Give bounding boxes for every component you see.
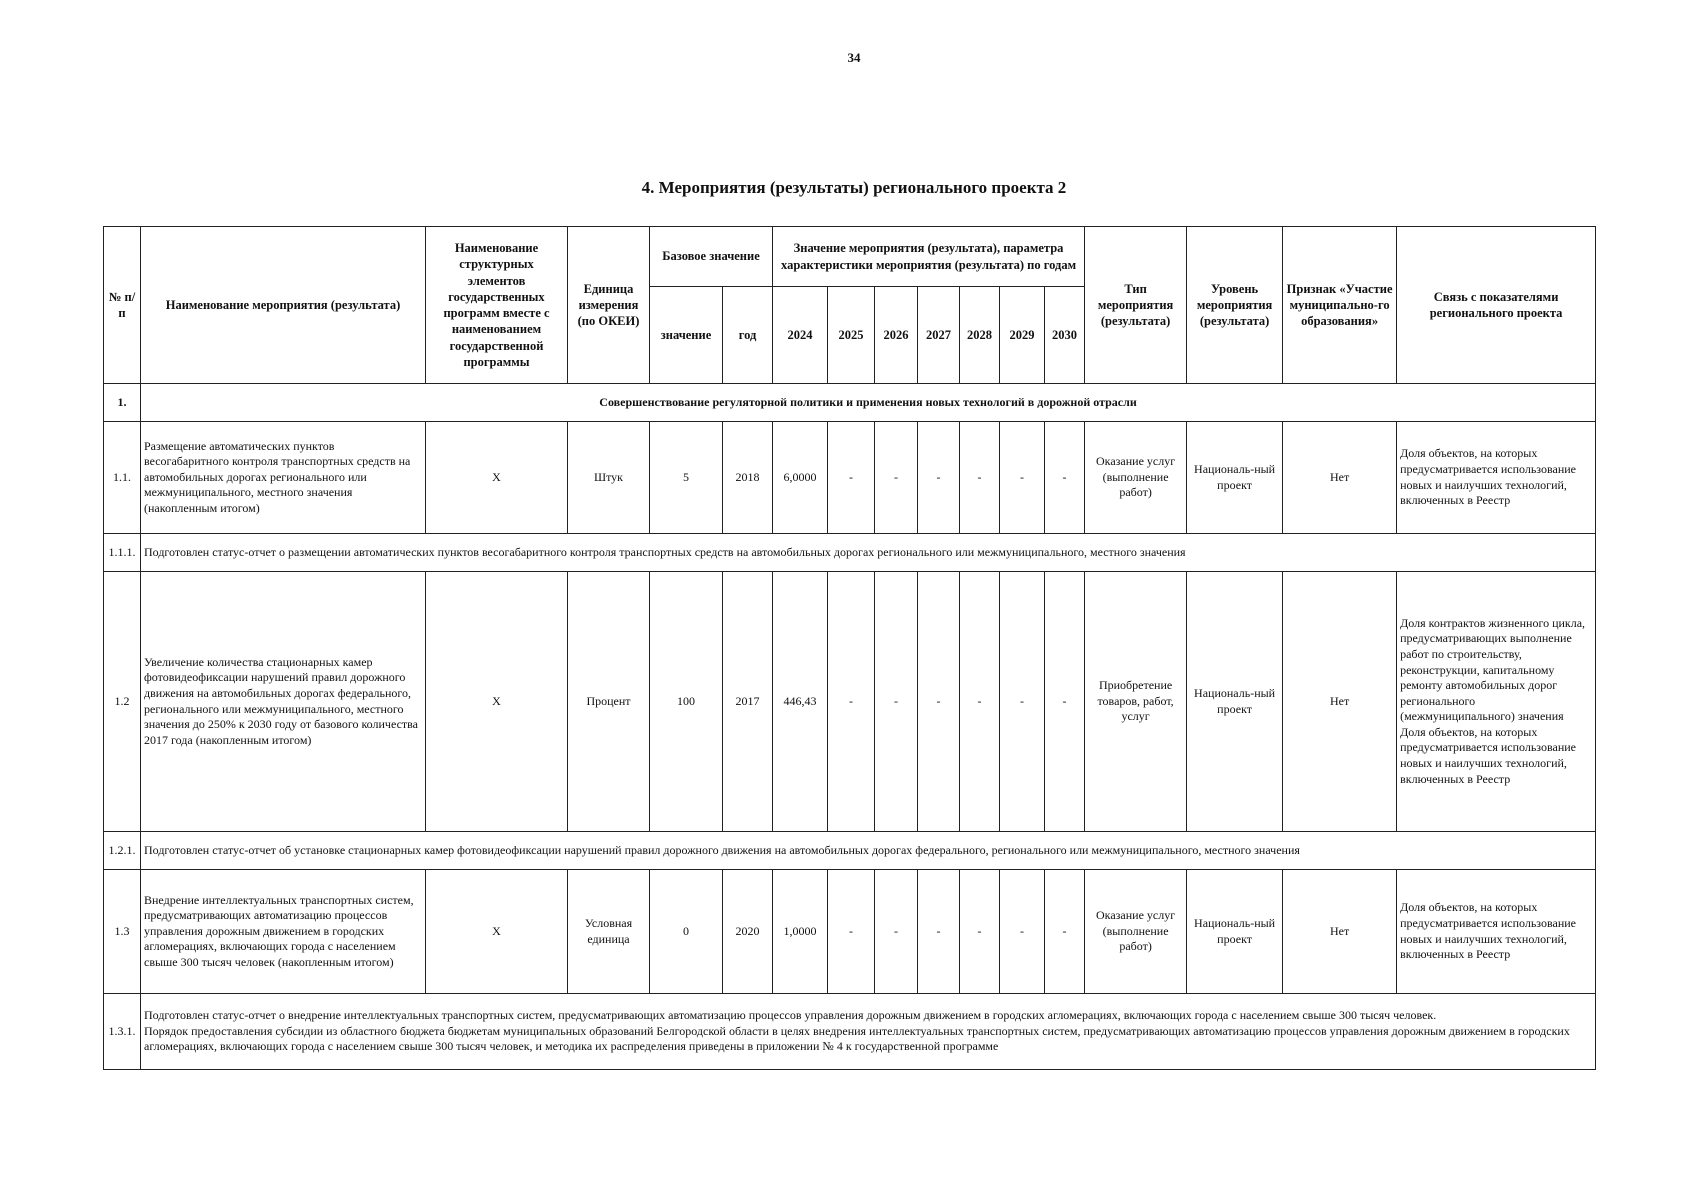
table-row xyxy=(104,422,1596,534)
row-base-year: 2017 xyxy=(723,572,773,832)
row-value: - xyxy=(1000,870,1045,994)
row-value: - xyxy=(875,572,918,832)
header-year: 2030 xyxy=(1045,287,1085,384)
row-name: Внедрение интеллектуальных транспортных систем, предусматривающих автоматизацию процессов управления дорожным движением в городских агломерациях, включающих города с населением свыше 300 тысяч человек (накопленным итогом) xyxy=(141,870,426,994)
row-level: Националь-ный проект xyxy=(1187,572,1283,832)
row-base-value: 100 xyxy=(650,572,723,832)
header-type: Тип мероприятия (результата) xyxy=(1085,227,1187,384)
row-structural: X xyxy=(426,572,568,832)
row-sign: Нет xyxy=(1283,870,1397,994)
row-base-year: 2020 xyxy=(723,870,773,994)
section-num: 1. xyxy=(104,384,141,422)
row-value: - xyxy=(1000,572,1045,832)
sub-text: Подготовлен статус-отчет о размещении автоматических пунктов весогабаритного контроля транспортных средств на автомобильных дорогах регионального или межмуниципального, местного значения xyxy=(141,534,1596,572)
header-num: № п/п xyxy=(104,227,141,384)
row-value: - xyxy=(1045,422,1085,534)
header-year: 2027 xyxy=(918,287,960,384)
row-value: - xyxy=(960,422,1000,534)
row-sign: Нет xyxy=(1283,422,1397,534)
header-link: Связь с показателями регионального проекта xyxy=(1397,227,1596,384)
row-sign: Нет xyxy=(1283,572,1397,832)
header-year: 2028 xyxy=(960,287,1000,384)
page-title: 4. Мероприятия (результаты) регионального проекта 2 xyxy=(641,178,1067,197)
section-title: Совершенствование регуляторной политики и применения новых технологий в дорожной отрасли xyxy=(141,384,1596,422)
row-value: - xyxy=(875,422,918,534)
results-table xyxy=(103,226,1596,1070)
sub-text: Подготовлен статус-отчет об установке стационарных камер фотовидеофиксации нарушений правил дорожного движения на автомобильных дорогах федерального, регионального или межмуниципального, местного значения xyxy=(141,832,1596,870)
row-name: Увеличение количества стационарных камер фотовидеофиксации нарушений правил дорожного движения на автомобильных дорогах федерального, регионального или межмуниципального, местного значения до 250% к 2030 году от базового количества 2017 года (накопленным итогом) xyxy=(141,572,426,832)
row-value: - xyxy=(828,572,875,832)
row-level: Националь-ный проект xyxy=(1187,870,1283,994)
header-sign: Признак «Участие муниципально-го образования» xyxy=(1283,227,1397,384)
table-row xyxy=(104,572,1596,832)
row-value: 446,43 xyxy=(773,572,828,832)
row-value: 1,0000 xyxy=(773,870,828,994)
header-structural: Наименование структурных элементов государственных программ вместе с наименованием государственной программы xyxy=(426,227,568,384)
row-num: 1.2 xyxy=(104,572,141,832)
page-number: 34 xyxy=(847,50,861,65)
table-row xyxy=(104,870,1596,994)
row-level: Националь-ный проект xyxy=(1187,422,1283,534)
header-year: 2024 xyxy=(773,287,828,384)
row-value: - xyxy=(918,870,960,994)
header-unit: Единица измерения (по ОКЕИ) xyxy=(568,227,650,384)
row-value: - xyxy=(875,870,918,994)
row-link: Доля объектов, на которых предусматривается использование новых и наилучших технологий, включенных в Реестр xyxy=(1397,870,1596,994)
header-year: 2025 xyxy=(828,287,875,384)
sub-num: 1.1.1. xyxy=(104,534,141,572)
row-value: 6,0000 xyxy=(773,422,828,534)
row-num: 1.3 xyxy=(104,870,141,994)
header-name: Наименование мероприятия (результата) xyxy=(141,227,426,384)
row-num: 1.1. xyxy=(104,422,141,534)
row-link: Доля контрактов жизненного цикла, предусматривающих выполнение работ по строительству, реконструкции, капитальному ремонту автомобильных дорог регионального (межмуниципального) значения Доля объектов, на которых предусматривается использование новых и наилучших технологий, включенных в Реестр xyxy=(1397,572,1596,832)
sub-row xyxy=(104,832,1596,870)
header-year: 2026 xyxy=(875,287,918,384)
row-value: - xyxy=(1045,870,1085,994)
row-unit: Штук xyxy=(568,422,650,534)
row-structural: X xyxy=(426,870,568,994)
header-base-value: значение xyxy=(650,287,723,384)
sub-num: 1.3.1. xyxy=(104,994,141,1070)
row-structural: X xyxy=(426,422,568,534)
row-base-value: 0 xyxy=(650,870,723,994)
header-year: 2029 xyxy=(1000,287,1045,384)
sub-row xyxy=(104,534,1596,572)
header-level: Уровень мероприятия (результата) xyxy=(1187,227,1283,384)
header-base: Базовое значение xyxy=(650,227,773,287)
row-value: - xyxy=(960,870,1000,994)
row-base-value: 5 xyxy=(650,422,723,534)
row-unit: Условная единица xyxy=(568,870,650,994)
row-value: - xyxy=(1045,572,1085,832)
sub-text xyxy=(141,994,1596,1070)
sub-text-line: Порядок предоставления субсидии из областного бюджета бюджетам муниципальных образований Белгородской области в целях внедрения интеллектуальных транспортных систем, предусматривающих автоматизацию процессов управления дорожным движением в городских агломерациях, включающих города с населением свыше 300 тысяч человек, и методика их распределения приведены в приложении № 4 к государственной программе xyxy=(144,1023,1570,1054)
row-value: - xyxy=(960,572,1000,832)
row-value: - xyxy=(918,572,960,832)
sub-num: 1.2.1. xyxy=(104,832,141,870)
header-base-year: год xyxy=(723,287,773,384)
row-link: Доля объектов, на которых предусматривается использование новых и наилучших технологий, включенных в Реестр xyxy=(1397,422,1596,534)
sub-text-line: Подготовлен статус-отчет о внедрение интеллектуальных транспортных систем, предусматривающих автоматизацию процессов управления дорожным движением в городских агломерациях, включающих города с населением свыше 300 тысяч человек. xyxy=(144,1008,1437,1023)
section-row xyxy=(104,384,1596,422)
header-years-group: Значение мероприятия (результата), параметра характеристики мероприятия (результата) по годам xyxy=(773,227,1085,287)
row-unit: Процент xyxy=(568,572,650,832)
row-base-year: 2018 xyxy=(723,422,773,534)
row-type: Оказание услуг (выполнение работ) xyxy=(1085,870,1187,994)
row-name: Размещение автоматических пунктов весогабаритного контроля транспортных средств на автомобильных дорогах регионального или межмуниципального, местного значения (накопленным итогом) xyxy=(141,422,426,534)
row-value: - xyxy=(918,422,960,534)
row-type: Приобретение товаров, работ, услуг xyxy=(1085,572,1187,832)
row-value: - xyxy=(828,870,875,994)
row-value: - xyxy=(828,422,875,534)
row-type: Оказание услуг (выполнение работ) xyxy=(1085,422,1187,534)
row-value: - xyxy=(1000,422,1045,534)
sub-row xyxy=(104,994,1596,1070)
